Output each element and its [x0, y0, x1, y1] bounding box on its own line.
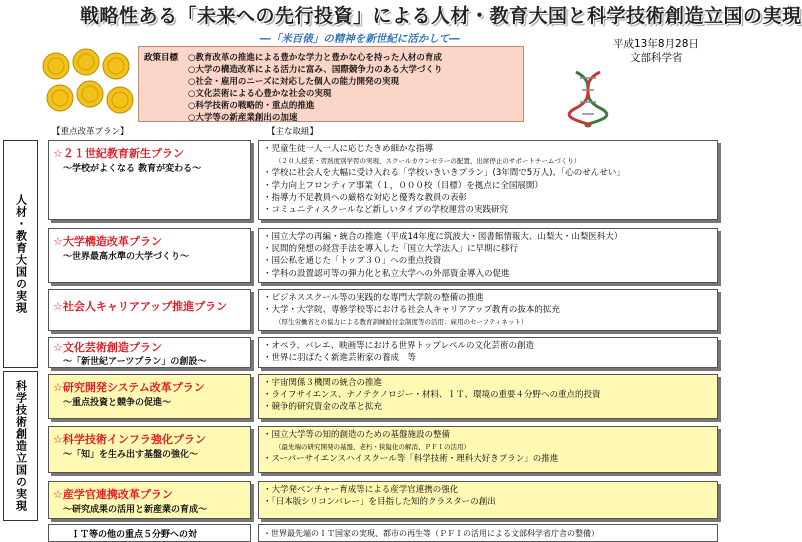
dna-illustration — [568, 70, 608, 126]
reform-plans-header: 【重点改革プラン】 — [52, 127, 129, 137]
action-item: ・競争的研究資金の改革と拡充 — [263, 402, 383, 413]
policy-goals-label: 政策目標 — [144, 53, 179, 63]
plan-card — [48, 140, 251, 220]
action-item: ・ライフサイエンス、ナノテクノロジー・材料、ＩＴ、環境の重要４分野への重点的投資 — [263, 390, 601, 401]
date-label: 平成13年8月28日 — [613, 38, 699, 50]
policy-goal: ○大学の構造改革による活力に富み、国際競争力のある大学づくり — [188, 65, 443, 75]
plan-card — [48, 228, 251, 283]
action-item: ・大学・大学院、専修学校等における社会人キャリアアップ教育の抜本的拡充 — [263, 305, 560, 316]
action-item: ・コミュニティスクールなど新しいタイプの学校運営の実践研究 — [263, 205, 509, 216]
plan-name: ☆社会人キャリアアップ推進プラン — [53, 300, 228, 313]
action-item: ・指導力不足教員への厳格な対応と優秀な教員の表彰 — [263, 192, 468, 203]
policy-goal: ○科学技術の戦略的・重点的推進 — [188, 101, 315, 111]
policy-goal: ○大学等の新産業創出の加速 — [188, 113, 298, 123]
action-item: ・民間的発想の経営手法を導入した「国立大学法人」に早期に移行 — [263, 244, 519, 255]
action-note: （最先端の研究開発の基盤、老朽・狭隘化の解消、ＰＦＩの活用） — [275, 443, 470, 452]
plan-name: ☆科学技術インフラ強化プラン — [53, 433, 206, 446]
ministry-label: 文部科学省 — [630, 52, 683, 64]
action-item: ・国立大学の再編・統合の推進（平成14年度に筑波大・図書館情報大、山梨大・山梨医科大） — [263, 232, 623, 242]
plan-subtitle: ～学校がよくなる 教育が変わる～ — [63, 164, 202, 174]
plan-subtitle: ～「知」を生み出す基盤の強化～ — [63, 450, 199, 460]
section-label-human — [3, 140, 38, 368]
plan-actions — [258, 426, 718, 473]
footer-plan-cell — [48, 524, 251, 542]
footer-action-text: ・世界最先端のＩＴ国家の実現、都市の再生等（ＰＦＩの活用による文部科学省庁舎の整備） — [263, 529, 599, 538]
action-item: ・「日本版シリコンバレー」を目指した知的クラスターの創出 — [263, 497, 496, 508]
page-title: 戦略性ある「未来への先行投資」による人材・教育大国と科学技術創造立国の実現 — [80, 5, 802, 27]
main-actions-header: 【主な取組】 — [267, 127, 319, 137]
action-item: ・国公私を通じた「トップ３０」への重点投資 — [263, 256, 442, 267]
plan-actions — [258, 140, 718, 220]
action-item: ・児童生徒一人一人に応じたきめ細かな指導 — [263, 144, 434, 154]
plan-subtitle: ～世界最高水準の大学づくり～ — [63, 252, 190, 262]
plan-name: ☆文化芸術創造プラン — [53, 341, 162, 354]
plan-card — [48, 426, 251, 473]
action-item: ・学科の設置認可等の弾力化と私立大学への外部資金導入の促進 — [263, 268, 510, 279]
coins-illustration — [40, 44, 136, 120]
plan-name: ☆大学構造改革プラン — [53, 235, 162, 248]
plan-name: ☆産学官連携改革プラン — [53, 488, 173, 501]
action-note: （２０人授業・習熟度別学習の実現、スクールカウンセラーの配置、出席停止のサポートチームづくり） — [275, 157, 581, 166]
action-item: ・宇宙関係３機関の統合の推進 — [263, 378, 383, 388]
plan-actions — [258, 289, 718, 331]
section-label-text: 科学技術創造立国の実現 — [14, 380, 28, 512]
policy-goal: ○文化芸術による心豊かな社会の実現 — [188, 89, 332, 99]
plan-subtitle: ～「新世紀アーツプラン」の創設～ — [63, 357, 207, 367]
action-item: ・学力向上フロンティア事業（１，０００校（目標）を拠点に全国展開） — [263, 180, 543, 191]
footer-action-cell — [258, 524, 718, 542]
policy-goal: ○教育改革の推進による豊かな学力と豊かな心を持った人材の育成 — [188, 53, 442, 63]
plan-card — [48, 374, 251, 419]
section-label-science — [3, 371, 38, 521]
page-subtitle: ―「米百俵」の精神を新世紀に活かして― — [260, 33, 460, 45]
footer-plan-text: ＩＴ等の他の重点５分野への対 — [71, 530, 198, 540]
action-item: ・スーパーサイエンスハイスクール等「科学技術・理科大好きプラン」の推進 — [263, 454, 559, 465]
action-item: ・大学発ベンチャー育成等による産学官連携の強化 — [263, 485, 459, 495]
action-item: ・ビジネススクール等の実践的な専門大学院の整備の推進 — [263, 293, 484, 303]
plan-name: ☆２１世紀教育新生プラン — [53, 147, 184, 160]
section-label-text: 人材・教育大国の実現 — [14, 194, 28, 314]
plan-card — [48, 481, 251, 519]
plan-actions — [258, 374, 718, 419]
plan-actions — [258, 481, 718, 519]
action-item: ・国立大学等の知的創造のための基盤施設の整備 — [263, 430, 451, 440]
plan-subtitle: ～研究成果の活用と新産業の育成～ — [63, 505, 208, 515]
action-item: ・学校に社会人を大幅に受け入れる「学校いきいきプラン」(3年間で5万人)、「心のせんせい」 — [263, 168, 625, 179]
plan-actions — [258, 228, 718, 283]
policy-goal: ○社会・雇用のニーズに対応した個人の能力開発の実現 — [188, 77, 399, 87]
action-item: ・世界に羽ばたく新進芸術家の養成 等 — [263, 353, 417, 364]
action-note: （厚生労働省との協力による教育訓練給付金制度等の活用：雇用のセーフティネット） — [275, 318, 528, 327]
plan-subtitle: ～重点投資と競争の促進～ — [63, 398, 172, 408]
plan-name: ☆研究開発システム改革プラン — [53, 381, 205, 394]
plan-actions — [258, 337, 718, 368]
plan-card — [48, 337, 251, 368]
plan-card — [48, 289, 251, 331]
action-item: ・オペラ、バレエ、映画等における世界トップレベルの文化芸術の創造 — [263, 341, 534, 351]
